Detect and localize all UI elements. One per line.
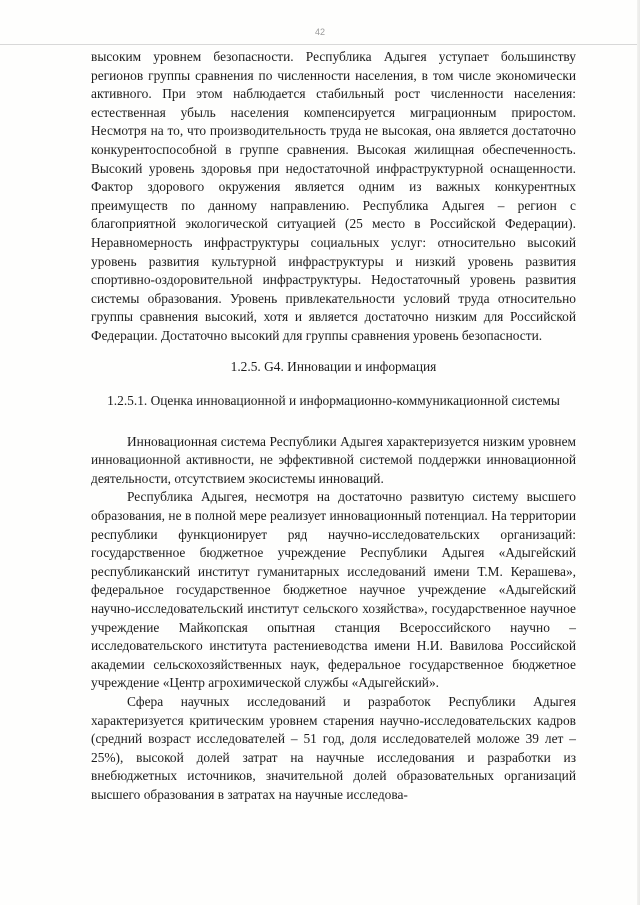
paragraph-research-sphere: Сфера научных исследований и разработок Республики Адыгея характеризуется критическим уровнем старения научно-исследовательских кадров (средний возраст исследователей – 51 год, доля исследователей моложе 39 лет – 25%), высокой долей затрат на научные исследования и разработки из внебюджетных источников, значительной долей образовательных организаций высшего образования в затратах на научные исследова- bbox=[91, 694, 576, 802]
document-body bbox=[91, 48, 576, 805]
header-rule bbox=[0, 44, 640, 45]
subsection-heading: 1.2.5.1. Оценка инновационной и информационно-коммуникационной системы bbox=[107, 393, 560, 409]
paragraph-research-organizations: Республика Адыгея, несмотря на достаточно развитую систему высшего образования, не в полной мере реализует инновационный потенциал. На территории республики функционирует ряд научно-исследовательских организаций: государственное бюджетное учреждение Республики Адыгея «Адыгейский республиканский институт гуманитарных исследований имени Т.М. Керашева», федеральное государственное бюджетное научное учреждение «Адыгейский научно-исследовательский институт сельского хозяйства», государственное научное учреждение Майкопская опытная станция Всероссийского научно – исследовательского института растениеводства имени Н.И. Вавилова Российской академии сельскохозяйственных наук, федеральное государственное бюджетное учреждение «Центр агрохимической службы «Адыгейский». bbox=[91, 489, 576, 691]
paragraph-continued: высоким уровнем безопасности. Республика Адыгея уступает большинству регионов группы сравнения по численности населения, в том числе экономически активного. При этом наблюдается стабильный рост численности населения: естественная убыль населения компенсируется миграционным приростом. Несмотря на то, что производительность труда не высокая, она является достаточно конкурентоспособной в группе сравнения. Высокая жилищная обеспеченность. Высокий уровень здоровья при недостаточной инфраструктурной оснащенности. Фактор здорового окружения является одним из важных конкурентных преимуществ по данному направлению. Республика Адыгея – регион с благоприятной экологической ситуацией (25 место в Российской Федерации). Неравномерность инфраструктуры социальных услуг: относительно высокий уровень развития культурной инфраструктуры и низкий уровень развития спортивно-оздоровительной инфраструктуры. Недостаточный уровень развития системы образования. Уровень привлекательности условий труда относительно группы сравнения высокий, хотя и является достаточно низким для Российской Федерации. Достаточно высокий для группы сравнения уровень безопасности. bbox=[91, 49, 576, 343]
page-number: 42 bbox=[314, 27, 325, 37]
paragraph-innovation-system: Инновационная система Республики Адыгея характеризуется низким уровнем инновационной активности, не эффективной системой поддержки инновационной деятельности, отсутствием экосистемы инноваций. bbox=[91, 433, 576, 486]
section-heading: 1.2.5. G4. Инновации и информация bbox=[230, 358, 437, 374]
